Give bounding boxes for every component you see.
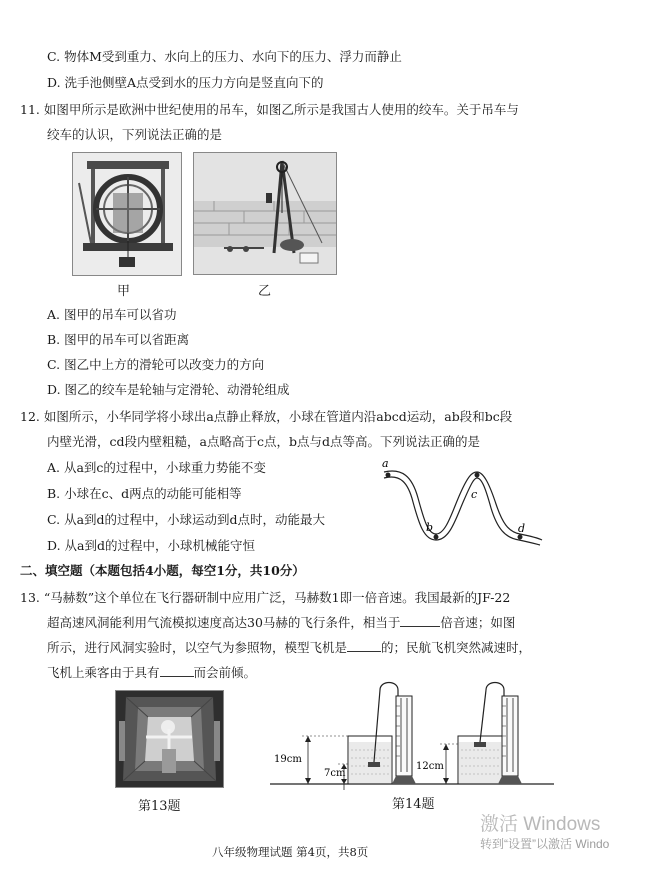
q13-line1: 13. “马赫数”这个单位在飞行器研制中应用广泛，马赫数1即一倍音速。我国最新的JF-22 — [20, 590, 511, 605]
q11-stem-line1: 11. 如图甲所示是欧洲中世纪使用的吊车，如图乙所示是我国古人使用的绞车。关于吊车与 — [20, 102, 519, 117]
q11-stem-line2: 绞车的认识，下列说法正确的是 — [47, 127, 223, 142]
q13-line3-text-a: 所示，进行风洞实验时，以空气为参照物，模型飞机是 — [47, 640, 348, 655]
dim-7cm-label: 7cm — [324, 768, 346, 779]
page-footer: 八年级物理试题 第4页，共8页 — [212, 845, 369, 859]
q12-stem-line2: 内壁光滑，cd段内壁粗糙，a点略高于c点，b点与d点等高。下列说法正确的是 — [47, 434, 480, 449]
figure-label-yi: 乙 — [258, 284, 272, 299]
wind-tunnel-illustration — [116, 691, 223, 787]
q12-option-a: A. 从a到c的过程中，小球重力势能不变 — [47, 460, 266, 475]
manometer-diagram — [268, 676, 556, 792]
q13-line3 — [47, 639, 531, 657]
q13-line4 — [47, 664, 256, 682]
q13-line2-text-a: 超高速风洞能利用气流模拟速度高达30马赫的飞行条件，相当于 — [47, 615, 401, 630]
wind-tunnel-photo — [115, 690, 224, 788]
q11-option-b: B. 图甲的吊车可以省距离 — [47, 332, 190, 347]
q13-blank-3[interactable] — [160, 664, 194, 677]
q12-stem-line1: 12. 如图所示，小华同学将小球出a点静止释放，小球在管道内沿abcd运动，ab段和bc段 — [20, 409, 513, 424]
section-2-title: 二、填空题（本题包括4小题，每空1分，共10分） — [20, 563, 305, 578]
q12-option-b: B. 小球在c、d两点的动能可能相等 — [47, 486, 242, 501]
point-d-marker — [518, 535, 523, 540]
q13-blank-1[interactable] — [400, 614, 440, 627]
activate-windows-title: 激活 Windows — [480, 814, 601, 835]
q12-option-c: C. 从a到d的过程中，小球运动到d点时，动能最大 — [47, 512, 326, 527]
point-b-label: b — [426, 521, 434, 534]
q13-line4-text-a: 飞机上乘客由于具有 — [47, 665, 160, 680]
windlass-photo-yi — [193, 152, 337, 275]
point-c-label: c — [471, 488, 478, 501]
windlass-illustration — [194, 153, 336, 274]
crane-illustration — [73, 153, 181, 275]
q13-line3-text-b: 的；民航飞机突然减速时， — [381, 640, 532, 655]
q11-option-d: D. 图乙的绞车是轮轴与定滑轮、动滑轮组成 — [47, 382, 290, 397]
q13-caption: 第13题 — [138, 799, 181, 814]
point-b-marker — [434, 535, 439, 540]
q10-option-c: C. 物体M受到重力、水向上的压力、水向下的压力、浮力而静止 — [47, 49, 402, 64]
q11-option-a: A. 图甲的吊车可以省功 — [47, 307, 177, 322]
dim-19cm-label: 19cm — [274, 754, 302, 765]
q13-line4-text-b: 而会前倾。 — [193, 665, 257, 680]
q14-caption: 第14题 — [392, 797, 435, 812]
dim-12cm-label: 12cm — [416, 761, 444, 772]
activate-windows-hint: 转到“设置”以激活 Windo — [480, 837, 610, 851]
point-d-label: d — [518, 522, 526, 535]
pipe-track-diagram — [380, 458, 545, 546]
q13-line2-text-b: 倍音速；如图 — [440, 615, 516, 630]
q10-option-d: D. 洗手池侧壁A点受到水的压力方向是竖直向下的 — [47, 75, 324, 90]
crane-photo-jia — [72, 152, 182, 276]
q13-line2 — [47, 614, 515, 632]
q12-option-d: D. 从a到d的过程中，小球机械能守恒 — [47, 538, 255, 553]
point-a-label: a — [382, 458, 389, 470]
q11-option-c: C. 图乙中上方的滑轮可以改变力的方向 — [47, 357, 265, 372]
figure-label-jia: 甲 — [117, 284, 131, 299]
q13-blank-2[interactable] — [347, 639, 381, 652]
point-a-marker — [386, 473, 391, 478]
point-c-marker — [475, 473, 480, 478]
